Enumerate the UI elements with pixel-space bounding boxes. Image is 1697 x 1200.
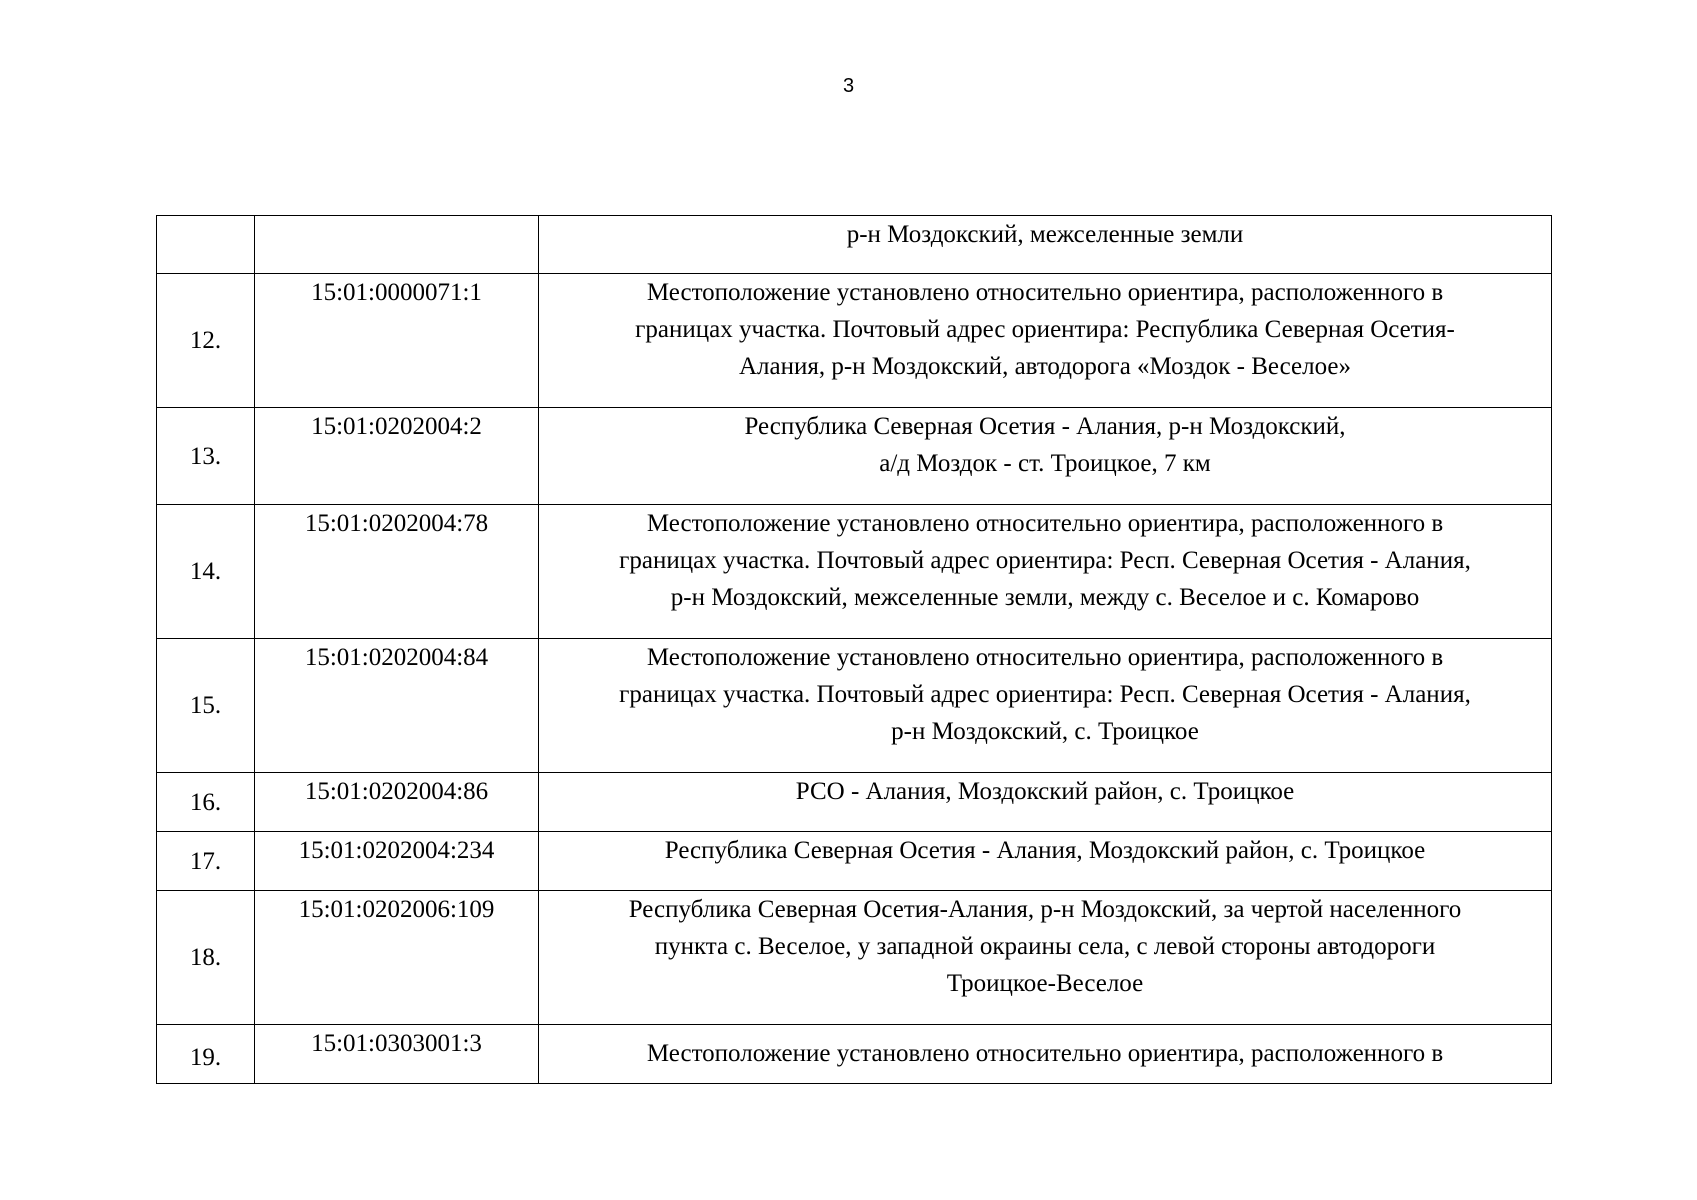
address-line: Республика Северная Осетия - Алания, р-н Моздокский, [744,413,1346,440]
row-number-cell: 14. [157,505,255,639]
address-line: РСО - Алания, Моздокский район, с. Троицкое [795,778,1295,805]
cadastral-number-cell: 15:01:0202004:78 [255,505,539,639]
address-line: р-н Моздокский, с. Троицкое [891,718,1199,745]
table-row [157,1025,1552,1084]
row-number-cell: 16. [157,773,255,832]
address-cell [539,216,1552,274]
address-line: р-н Моздокский, межселенные земли [846,221,1244,248]
row-number-cell: 12. [157,274,255,408]
cadastral-number-cell: 15:01:0303001:3 [255,1025,539,1084]
row-number-cell: 18. [157,891,255,1025]
table-row [157,505,1552,639]
row-number-cell: 13. [157,408,255,505]
table-row [157,891,1552,1025]
land-plots-table [156,215,1552,1084]
address-line: Местоположение установлено относительно ориентира, расположенного в [646,510,1444,537]
address-cell [539,274,1552,408]
table-row [157,832,1552,891]
address-line: Местоположение установлено относительно ориентира, расположенного в [646,644,1444,671]
cadastral-number-cell: 15:01:0202004:86 [255,773,539,832]
cadastral-number-cell: 15:01:0202004:234 [255,832,539,891]
address-line: Республика Северная Осетия-Алания, р-н Моздокский, за чертой населенного [628,896,1462,923]
row-number-cell: 19. [157,1025,255,1084]
address-cell [539,773,1552,832]
address-cell [539,832,1552,891]
row-number-cell: 17. [157,832,255,891]
address-line: Троицкое-Веселое [946,970,1144,997]
page-number: 3 [842,75,855,97]
address-line: а/д Моздок - ст. Троицкое, 7 км [879,450,1211,477]
table-row [157,274,1552,408]
address-cell [539,505,1552,639]
table-row [157,408,1552,505]
row-number-cell: 15. [157,639,255,773]
address-line: Местоположение установлено относительно ориентира, расположенного в [646,279,1444,306]
address-line: Республика Северная Осетия - Алания, Моздокский район, с. Троицкое [664,837,1426,864]
address-line: границах участка. Почтовый адрес ориентира: Республика Северная Осетия- [635,316,1455,343]
address-cell [539,891,1552,1025]
table-row [157,639,1552,773]
address-line: р-н Моздокский, межселенные земли, между с. Веселое и с. Комарово [670,584,1420,611]
address-cell [539,1025,1552,1084]
address-line: Местоположение установлено относительно ориентира, расположенного в [646,1040,1444,1067]
table-row [157,216,1552,274]
cadastral-number-cell: 15:01:0202004:84 [255,639,539,773]
address-cell [539,408,1552,505]
address-line: границах участка. Почтовый адрес ориентира: Респ. Северная Осетия - Алания, [619,547,1471,574]
address-line: границах участка. Почтовый адрес ориентира: Респ. Северная Осетия - Алания, [619,681,1471,708]
table-row [157,773,1552,832]
cadastral-number-cell: 15:01:0202006:109 [255,891,539,1025]
cadastral-number-cell: 15:01:0202004:2 [255,408,539,505]
cadastral-number-cell [255,216,539,274]
row-number-cell [157,216,255,274]
address-line: пункта с. Веселое, у западной окраины села, с левой стороны автодороги [654,933,1436,960]
address-line: Алания, р-н Моздокский, автодорога «Моздок - Веселое» [738,353,1352,380]
cadastral-number-cell: 15:01:0000071:1 [255,274,539,408]
address-cell [539,639,1552,773]
